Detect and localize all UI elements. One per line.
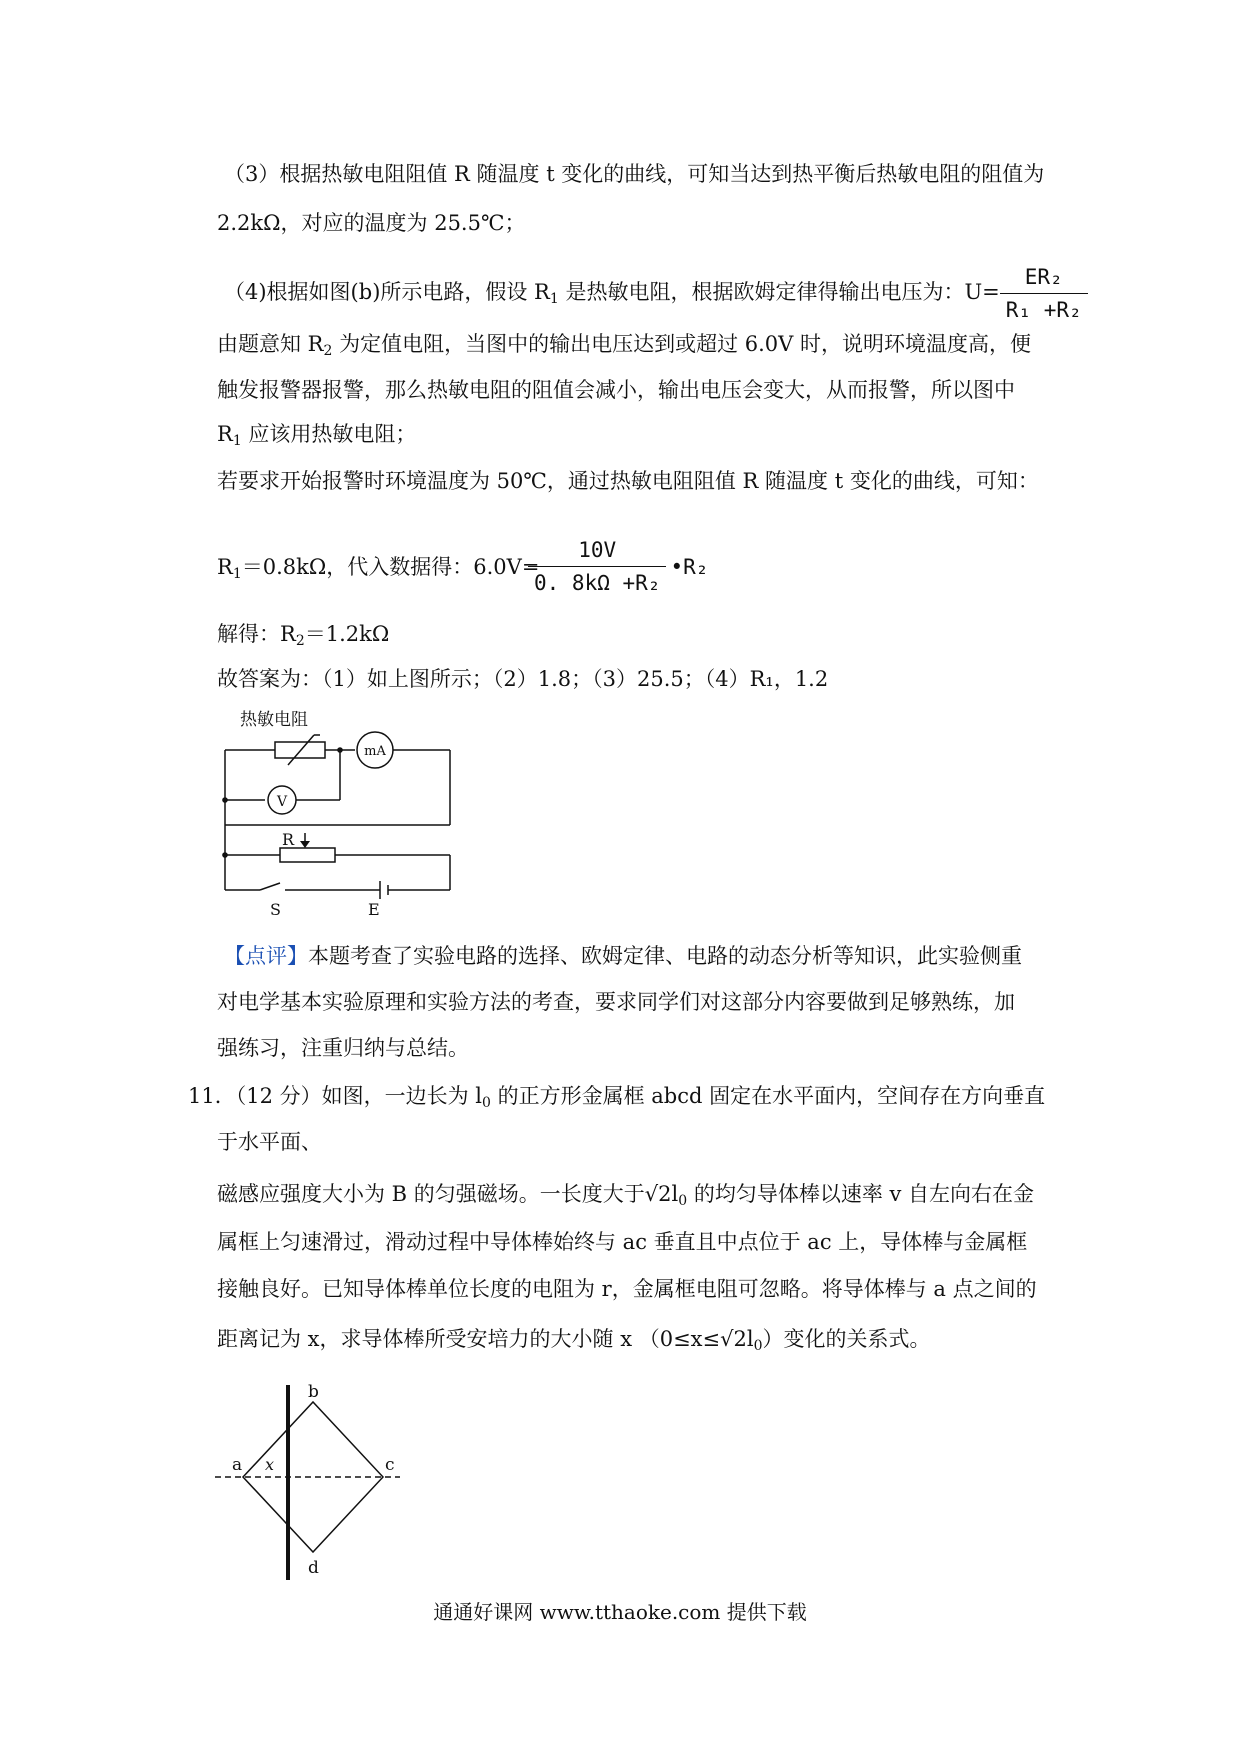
question-11-line5: 接触良好。已知导体棒单位长度的电阻为 r，金属框电阻可忽略。将导体棒与 a 点之间的 xyxy=(217,1277,1037,1301)
formula-denominator: R₁ +R₂ xyxy=(1005,298,1082,322)
text-run: 磁感应强度大小为 B 的匀强磁场。一长度大于 xyxy=(217,1182,645,1206)
text-run: （4)根据如图(b)所示电路，假设 R xyxy=(224,280,550,304)
paragraph-answer: 故答案为：（1）如上图所示；（2）1.8；（3）25.5；（4）R₁，1.2 xyxy=(217,667,829,691)
page-footer: 通通好课网 www.tthaoke.com 提供下载 xyxy=(433,1600,807,1624)
text-run: 由题意知 R xyxy=(217,332,324,356)
subscript: 2 xyxy=(323,343,333,359)
paragraph-step4-line5: 若要求开始报警时环境温度为 50℃，通过热敏电阻阻值 R 随温度 t 变化的曲线，可知： xyxy=(217,469,1039,493)
text-run: R xyxy=(217,555,233,579)
question-11-line3 xyxy=(217,1180,1034,1215)
text-run: 距离记为 x，求导体棒所受安培力的大小随 x （0≤x≤ xyxy=(217,1327,721,1351)
text-run: 的均匀导体棒以速率 v 自左向右在金 xyxy=(687,1182,1035,1206)
text-run: ＝1.2kΩ xyxy=(304,622,390,646)
text-run: 解得：R xyxy=(217,622,296,646)
battery-label: E xyxy=(368,900,380,919)
text-run: ＝0.8kΩ，代入数据得：6.0V= xyxy=(241,555,540,579)
formula-fraction xyxy=(528,538,666,595)
text-run: ）变化的关系式。 xyxy=(762,1327,931,1351)
switch-label: S xyxy=(270,900,281,919)
subscript: 0 xyxy=(482,1095,491,1111)
question-11-line4: 属框上匀速滑过，滑动过程中导体棒始终与 ac 垂直且中点位于 ac 上，导体棒与金属框 xyxy=(217,1230,1028,1254)
thermistor-slash xyxy=(288,735,314,765)
comment-line1 xyxy=(224,942,1022,970)
formula-denominator: 0. 8kΩ +R₂ xyxy=(534,571,661,595)
label-a: a xyxy=(232,1455,243,1475)
thermistor-label: 热敏电阻 xyxy=(240,710,308,730)
question-11-line1 xyxy=(188,1082,1045,1117)
sqrt-symbol: √2 xyxy=(720,1327,747,1351)
comment-line3: 强练习，注重归纳与总结。 xyxy=(217,1036,469,1060)
comment-tag: 【点评】 xyxy=(224,944,308,968)
subscript: 1 xyxy=(232,566,242,582)
text-run: R xyxy=(217,422,233,446)
text-run: l xyxy=(671,1182,679,1206)
text-run: 应该用热敏电阻； xyxy=(241,422,417,446)
formula-substitution xyxy=(528,538,708,595)
comment-line2: 对电学基本实验原理和实验方法的考查，要求同学们对这部分内容要做到足够熟练，加 xyxy=(217,990,1015,1014)
metal-frame xyxy=(243,1402,383,1552)
paragraph-step3-line1: （3）根据热敏电阻阻值 R 随温度 t 变化的曲线，可知当达到热平衡后热敏电阻的阻值为 xyxy=(224,162,1045,186)
paragraph-step4-line4 xyxy=(217,420,416,455)
paragraph-step4-line6 xyxy=(217,553,539,588)
formula-output-voltage xyxy=(1000,265,1088,322)
text-run: 为定值电阻，当图中的输出电压达到或超过 6.0V 时，说明环境温度高，便 xyxy=(332,332,1032,356)
question-11-line6 xyxy=(217,1325,931,1360)
label-b: b xyxy=(308,1382,319,1402)
formula-tail: •R₂ xyxy=(670,554,709,579)
label-d: d xyxy=(308,1558,319,1578)
subscript: 1 xyxy=(549,291,559,307)
voltmeter-label: V xyxy=(276,794,288,810)
paragraph-step4-line3: 触发报警器报警，那么热敏电阻的阻值会减小，输出电压会变大，从而报警，所以图中 xyxy=(217,378,1015,402)
formula-numerator: 10V xyxy=(528,538,666,567)
paragraph-step4-line1 xyxy=(224,265,1088,322)
rheostat-label: R xyxy=(282,830,295,849)
paragraph-step4-line2 xyxy=(217,330,1031,365)
ammeter-label: mA xyxy=(364,744,386,759)
text-run: 本题考查了实验电路的选择、欧姆定律、电路的动态分析等知识，此实验侧重 xyxy=(308,944,1022,968)
formula-numerator: ER₂ xyxy=(1000,265,1088,294)
subscript: 0 xyxy=(753,1338,763,1354)
paragraph-step3-line2: 2.2kΩ，对应的温度为 25.5℃； xyxy=(217,211,526,235)
question-11-line2: 于水平面、 xyxy=(217,1130,322,1154)
rheostat-symbol xyxy=(280,848,335,862)
circuit-diagram xyxy=(210,705,470,925)
text-run: l xyxy=(746,1327,754,1351)
subscript: 1 xyxy=(232,433,242,449)
text-run: 是热敏电阻，根据欧姆定律得输出电压为：U= xyxy=(558,280,1000,304)
label-c: c xyxy=(385,1455,395,1475)
label-x: x xyxy=(265,1455,275,1474)
subscript: 2 xyxy=(295,633,305,649)
text-run: 的正方形金属框 abcd 固定在水平面内，空间存在方向垂直 xyxy=(490,1084,1046,1108)
paragraph-solution xyxy=(217,620,389,655)
text-run: 11．（12 分）如图，一边长为 l xyxy=(188,1084,483,1108)
subscript: 0 xyxy=(678,1193,688,1209)
switch-symbol xyxy=(260,883,280,890)
sqrt-symbol: √2 xyxy=(644,1182,672,1206)
thermistor-symbol xyxy=(275,742,325,758)
square-frame-diagram xyxy=(210,1380,410,1590)
